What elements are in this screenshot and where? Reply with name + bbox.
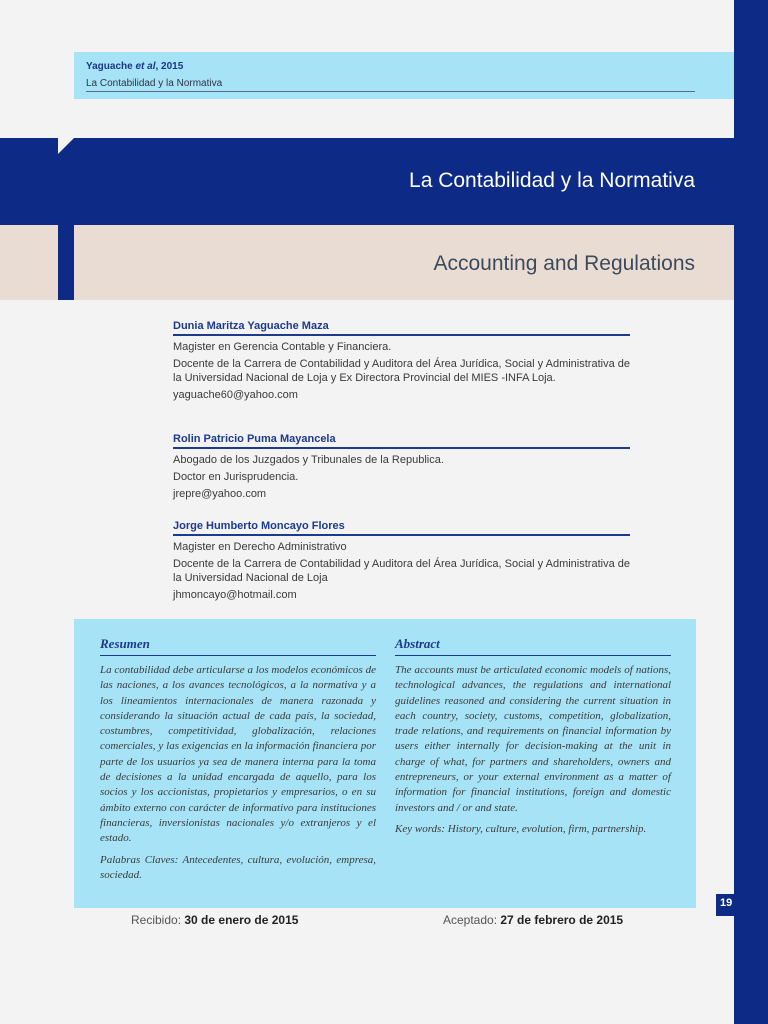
abstract-heading: Abstract: [395, 636, 671, 656]
author-block: [173, 433, 630, 504]
author-name: Rolin Patricio Puma Mayancela: [173, 433, 630, 449]
abstract-body: The accounts must be articulated economic models of nations, technological advances, the regulations and international guidelines reasoned and considering the current situation in each country, society, customs, competition, globalization, trade relations, and requirements on financial information by users either internally for decision-making at the unit in charge of what, for partners and shareholders, owners and entrepreneurs, or your external environment as a matter of information for financial institutions, foreign and domestic investors and / or and state.: [395, 664, 671, 814]
title-spanish: La Contabilidad y la Normativa: [409, 169, 695, 192]
author-degree: Abogado de los Juzgados y Tribunales de la Republica.: [173, 454, 444, 466]
left-accent-tip: [58, 138, 74, 154]
author-email: jrepre@yahoo.com: [173, 488, 267, 500]
side-band: [734, 0, 768, 1024]
author-degree: Magister en Gerencia Contable y Financiera.: [173, 341, 392, 353]
resumen-heading: Resumen: [100, 636, 376, 656]
header-rule: [86, 91, 695, 92]
resumen-column: [100, 636, 376, 889]
author-block: [173, 320, 630, 405]
title-english: Accounting and Regulations: [433, 252, 695, 275]
author-position: Docente de la Carrera de Contabilidad y Auditora del Área Jurídica, Social y Administrativa de la Universidad Nacional de Loja: [173, 558, 630, 584]
received-date: Recibido: 30 de enero de 2015: [131, 913, 299, 927]
author-name: Dunia Maritza Yaguache Maza: [173, 320, 630, 336]
author-block: [173, 520, 630, 605]
author-email: jhmoncayo@hotmail.com: [173, 589, 297, 601]
left-accent-bar: [58, 138, 74, 300]
abstract-column: [395, 636, 671, 843]
page-number: 19: [720, 897, 733, 909]
author-position: Docente de la Carrera de Contabilidad y Auditora del Área Jurídica, Social y Administrativa de la Universidad Nacional de Loja y Ex Directora Provincial del MIES -INFA Loja.: [173, 358, 630, 384]
accepted-date: Aceptado: 27 de febrero de 2015: [443, 913, 624, 927]
author-email: yaguache60@yahoo.com: [173, 389, 298, 401]
resumen-keywords: Palabras Claves: Antecedentes, cultura, evolución, empresa, sociedad.: [100, 853, 376, 881]
header-journal-title: La Contabilidad y la Normativa: [86, 78, 223, 89]
author-name: Jorge Humberto Moncayo Flores: [173, 520, 630, 536]
abstract-keywords: Key words: History, culture, evolution, firm, partnership.: [395, 822, 647, 835]
resumen-body: La contabilidad debe articularse a los modelos económicos de las naciones, a los avances tecnológicos, a la normativa y a los lineamientos internacionales de manera razonada y considerando la situación actual de cada país, la sociedad, costumbres, competitividad, globalización, relaciones comerciales, y las exigencias en la información financiera por parte de los usuarios ya sea de manera interna para la toma de decisiones a la unidad encargada de aquello, para los socios y los accionistas, propietarios y empresarios, o en su ámbito externo con carácter de informativo para instituciones financieras, inversionistas nacionales y/o extranjeros y el estado.: [100, 664, 376, 845]
header-author: Yaguache et al, 2015: [86, 61, 184, 72]
author-degree: Magister en Derecho Administrativo: [173, 541, 347, 553]
author-title: Doctor en Jurisprudencia.: [173, 471, 299, 483]
page-number-tab: [716, 894, 768, 916]
